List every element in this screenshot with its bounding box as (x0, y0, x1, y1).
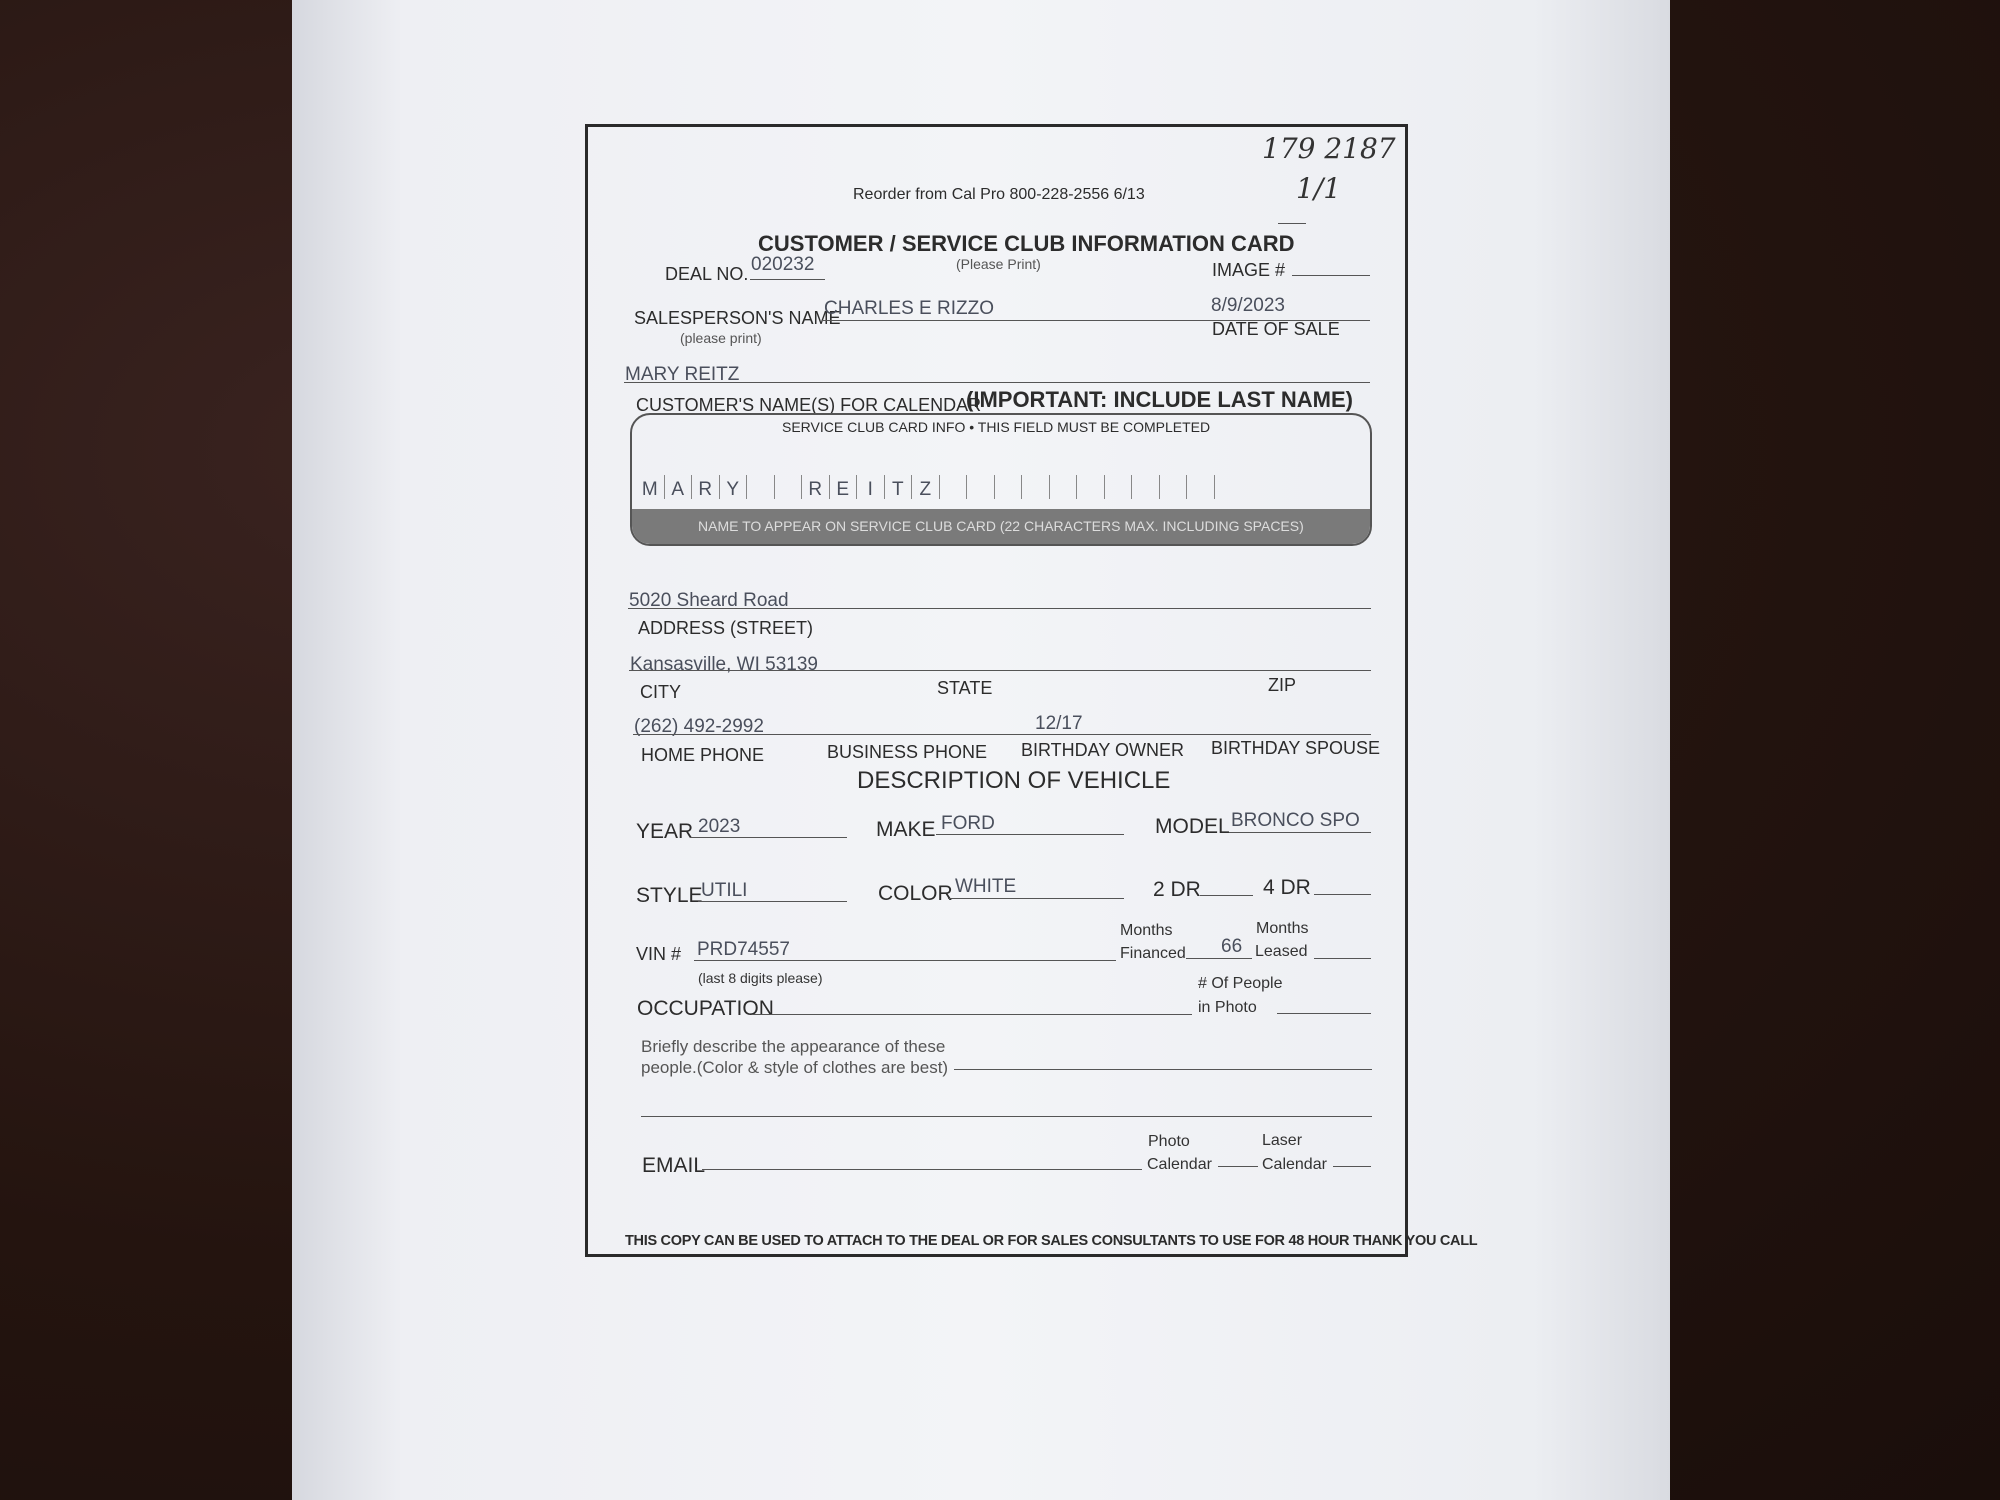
home-phone-label: HOME PHONE (641, 745, 765, 765)
four-door-label: 4 DR (1263, 876, 1311, 899)
months-financed-label-2: Financed (1120, 945, 1186, 962)
service-club-char-cell[interactable] (1159, 475, 1187, 499)
service-club-char-cell[interactable]: T (884, 475, 912, 499)
people-line (1277, 1013, 1371, 1014)
describe-line-1: Briefly describe the appearance of these (641, 1037, 946, 1056)
email-label: EMAIL (642, 1154, 706, 1177)
style-label: STYLE (636, 884, 703, 907)
birthday-owner-label: BIRTHDAY OWNER (1021, 740, 1185, 760)
laser-calendar-line (1333, 1166, 1371, 1167)
service-club-char-cell[interactable] (1131, 475, 1159, 499)
model-label: MODEL (1155, 815, 1230, 838)
card-footer: THIS COPY CAN BE USED TO ATTACH TO THE DEAL OR FOR SALES CONSULTANTS TO USE FOR 48 HOUR THANK YOU CALL (625, 1233, 1478, 1249)
service-club-char-cell[interactable] (1049, 475, 1077, 499)
service-club-char-cell[interactable]: R (801, 475, 829, 499)
style-line (698, 901, 847, 902)
months-financed-label-1: Months (1120, 922, 1173, 939)
people-label-2: in Photo (1198, 999, 1257, 1016)
city-value[interactable]: Kansasville, WI 53139 (630, 654, 818, 675)
model-line (1229, 832, 1371, 833)
service-club-char-cell[interactable] (939, 475, 967, 499)
birthday-owner-value[interactable]: 12/17 (1035, 713, 1083, 734)
city-label: CITY (640, 682, 682, 702)
service-club-char-cell[interactable] (1214, 475, 1242, 499)
laser-calendar-label-2: Calendar (1262, 1156, 1327, 1173)
image-no-line (1292, 275, 1370, 276)
reorder-text: Reorder from Cal Pro 800-228-2556 6/13 (853, 186, 1145, 203)
service-club-char-cell[interactable] (994, 475, 1022, 499)
vin-line (694, 960, 1116, 961)
service-club-char-cell[interactable]: M (641, 479, 658, 500)
year-value[interactable]: 2023 (698, 816, 741, 837)
service-club-char-cell[interactable]: A (664, 475, 692, 499)
two-door-line (1200, 895, 1253, 896)
phones-line (633, 734, 1371, 735)
months-leased-label-1: Months (1256, 920, 1309, 937)
deal-no-label: DEAL NO. (665, 264, 749, 284)
customer-name-line (624, 382, 1370, 383)
service-club-char-cell[interactable]: Z (911, 475, 939, 499)
handwritten-note-2: 1/1 (1296, 172, 1342, 205)
home-phone-value[interactable]: (262) 492-2992 (634, 716, 764, 737)
service-club-char-cell[interactable] (774, 475, 802, 499)
deal-no-value[interactable]: 020232 (751, 254, 815, 275)
city-line (629, 670, 1371, 671)
year-label: YEAR (636, 820, 694, 843)
four-door-line (1314, 894, 1371, 895)
year-line (690, 837, 847, 838)
style-value[interactable]: UTILI (701, 880, 748, 901)
salesperson-label: SALESPERSON'S NAME (634, 308, 841, 328)
state-label: STATE (937, 678, 993, 698)
service-club-char-cell[interactable] (1104, 475, 1132, 499)
describe-line-field-2 (641, 1116, 1372, 1117)
months-financed-line (1186, 958, 1252, 959)
months-leased-label-2: Leased (1255, 943, 1308, 960)
handwritten-note-1: 179 2187 (1262, 132, 1396, 165)
photo-calendar-line (1218, 1166, 1258, 1167)
address-label: ADDRESS (STREET) (638, 618, 814, 638)
make-value[interactable]: FORD (941, 813, 995, 834)
color-value[interactable]: WHITE (955, 876, 1017, 897)
service-club-char-cell[interactable]: I (856, 475, 884, 499)
birthday-spouse-label: BIRTHDAY SPOUSE (1211, 738, 1381, 758)
address-value[interactable]: 5020 Sheard Road (629, 590, 789, 611)
service-club-footer: NAME TO APPEAR ON SERVICE CLUB CARD (22 CHARACTERS MAX. INCLUDING SPACES) (698, 518, 1304, 534)
describe-line-2: people.(Color & style of clothes are best) (641, 1058, 949, 1077)
people-label-1: # Of People (1198, 975, 1283, 992)
important-note: (IMPORTANT: INCLUDE LAST NAME) (966, 387, 1353, 412)
customer-name-value[interactable]: MARY REITZ (625, 364, 740, 385)
customer-name-label: CUSTOMER'S NAME(S) FOR CALENDAR (636, 395, 982, 415)
service-club-char-cell[interactable]: E (829, 475, 857, 499)
service-club-header: SERVICE CLUB CARD INFO • THIS FIELD MUST BE COMPLETED (782, 419, 1211, 435)
make-line (936, 834, 1124, 835)
photo-calendar-label-2: Calendar (1147, 1156, 1212, 1173)
deal-no-line (750, 279, 825, 280)
service-club-char-row[interactable] (632, 475, 1372, 499)
business-phone-label: BUSINESS PHONE (827, 742, 988, 762)
image-no-label: IMAGE # (1212, 260, 1286, 280)
vin-sub: (last 8 digits please) (698, 970, 823, 986)
photo-calendar-label-1: Photo (1148, 1133, 1190, 1150)
describe-line-field (954, 1069, 1372, 1070)
service-club-char-cell[interactable] (966, 475, 994, 499)
service-club-char-cell[interactable] (1021, 475, 1049, 499)
date-of-sale-label: DATE OF SALE (1212, 319, 1340, 339)
card-title: CUSTOMER / SERVICE CLUB INFORMATION CARD (758, 231, 1295, 256)
service-club-char-cell[interactable] (1076, 475, 1104, 499)
email-line (702, 1169, 1142, 1170)
model-value[interactable]: BRONCO SPO (1231, 810, 1360, 831)
zip-label: ZIP (1268, 675, 1297, 695)
two-door-label: 2 DR (1153, 878, 1201, 901)
handwritten-underline (1278, 223, 1306, 224)
salesperson-value[interactable]: CHARLES E RIZZO (824, 298, 994, 319)
address-line (628, 608, 1371, 609)
months-financed-value[interactable]: 66 (1221, 936, 1243, 957)
service-club-char-cell[interactable] (1186, 475, 1214, 499)
months-leased-line (1314, 958, 1371, 959)
date-of-sale-value[interactable]: 8/9/2023 (1211, 295, 1285, 316)
make-label: MAKE (876, 818, 936, 841)
service-club-char-cell[interactable]: R (691, 475, 719, 499)
vehicle-heading: DESCRIPTION OF VEHICLE (857, 767, 1171, 794)
service-club-box (630, 413, 1372, 546)
color-label: COLOR (878, 882, 953, 905)
occupation-line (752, 1014, 1192, 1015)
service-club-char-cell[interactable] (746, 475, 774, 499)
laser-calendar-label-1: Laser (1262, 1132, 1303, 1149)
salesperson-sub: (please print) (680, 330, 762, 346)
vin-value[interactable]: PRD74557 (697, 939, 790, 960)
please-print-note: (Please Print) (956, 256, 1041, 272)
service-club-char-cell[interactable]: Y (719, 475, 747, 499)
color-line (948, 898, 1124, 899)
service-club-band (632, 509, 1370, 544)
vin-label: VIN # (636, 944, 682, 964)
occupation-label: OCCUPATION (637, 997, 774, 1020)
